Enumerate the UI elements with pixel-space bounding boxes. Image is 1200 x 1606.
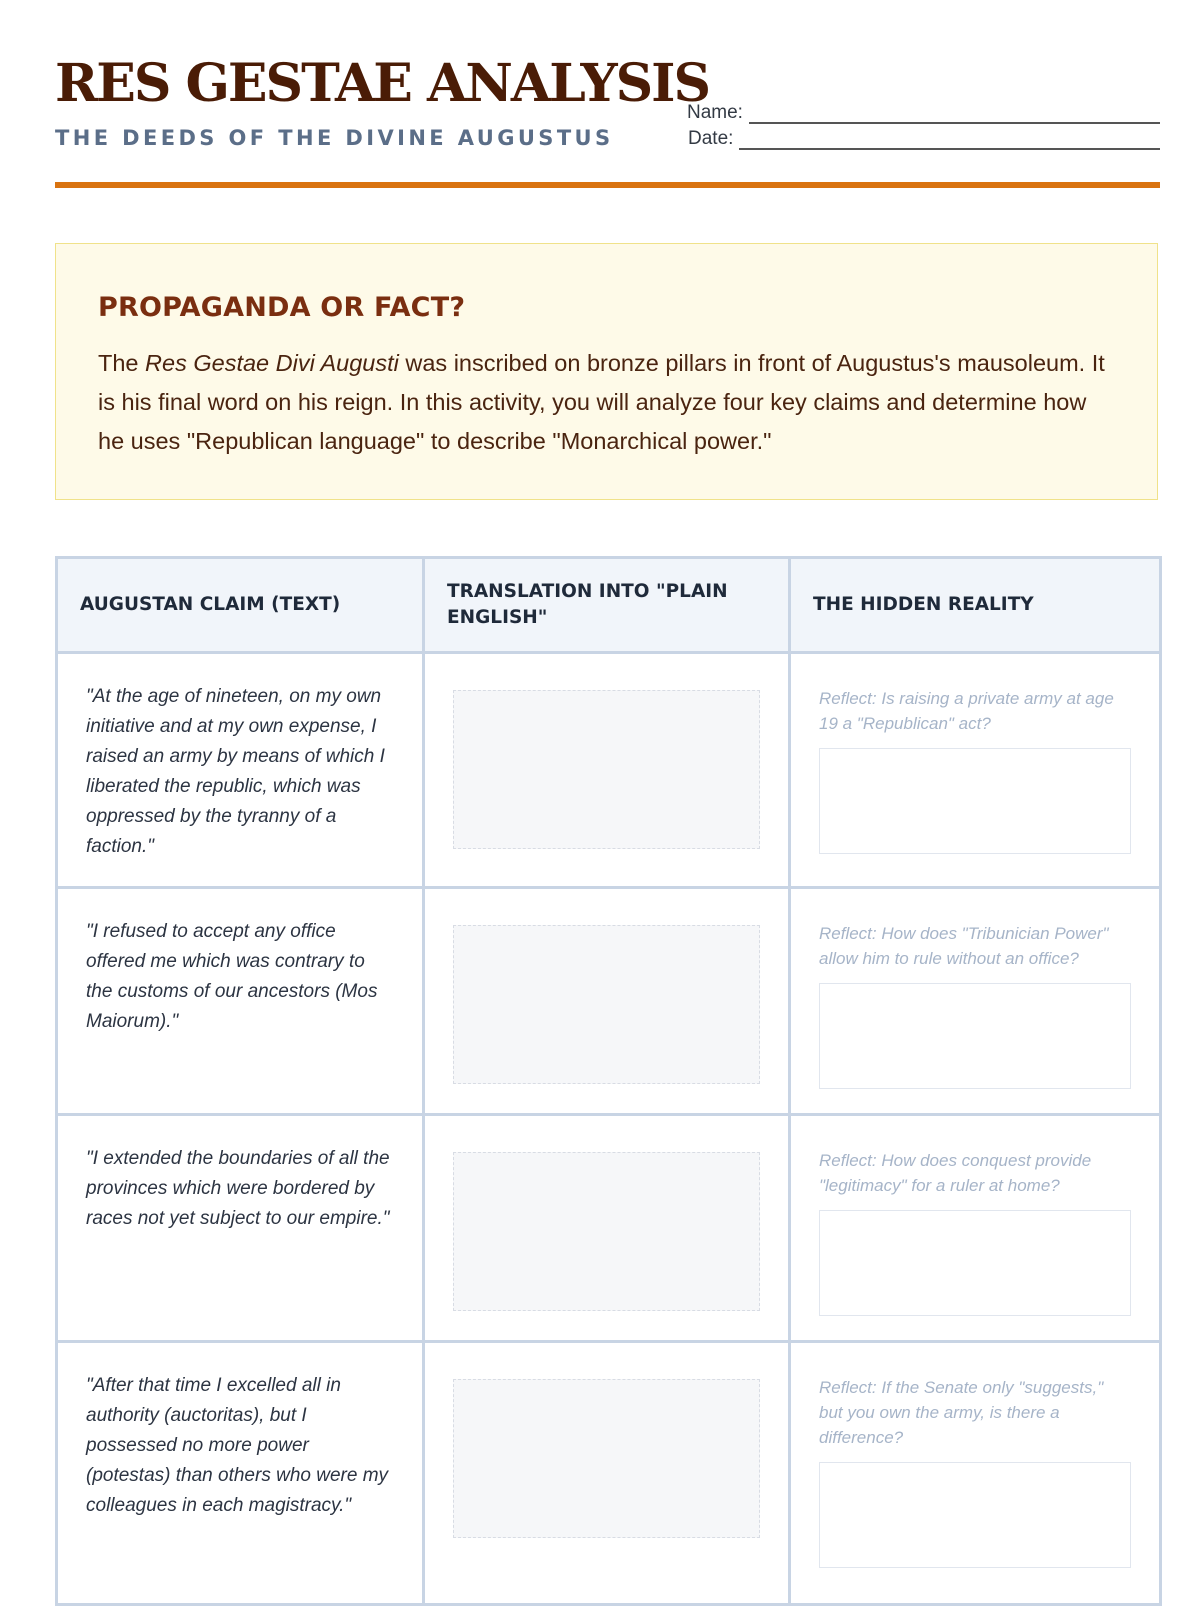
reflect-prompt: Reflect: How does conquest provide "legitimacy" for a ruler at home?	[819, 1151, 1092, 1195]
analysis-table	[55, 556, 1162, 1606]
page-title: RES GESTAE ANALYSIS	[55, 53, 710, 114]
worksheet-page	[55, 0, 1160, 1516]
claim-cell	[57, 1342, 424, 1605]
reality-cell	[790, 1342, 1161, 1605]
column-header-reality	[790, 558, 1161, 653]
intro-heading: PROPAGANDA OR FACT?	[98, 292, 466, 323]
claim-text: "After that time I excelled all in authority (auctoritas), but I possessed no more power (potestas) than others who were my colleagues in each magistracy."	[86, 1375, 389, 1516]
translation-answer-box[interactable]	[453, 925, 760, 1084]
translation-cell	[424, 888, 790, 1115]
name-line[interactable]	[749, 105, 1160, 124]
column-header-label: AUGUSTAN CLAIM (TEXT)	[80, 594, 341, 615]
intro-text-before: The	[98, 350, 146, 376]
table-header-row	[57, 558, 1161, 653]
intro-text	[98, 344, 1108, 461]
header	[55, 0, 1160, 190]
translation-cell	[424, 653, 790, 888]
reality-answer-box[interactable]	[819, 983, 1131, 1089]
intro-box	[55, 243, 1158, 500]
reality-cell	[790, 653, 1161, 888]
reflect-prompt: Reflect: How does "Tribunician Power" allow him to rule without an office?	[819, 924, 1109, 968]
intro-text-italic: Res Gestae Divi Augusti	[145, 350, 399, 376]
reality-answer-box[interactable]	[819, 1210, 1131, 1316]
date-field[interactable]	[688, 128, 1160, 150]
name-label: Name:	[687, 102, 743, 123]
translation-answer-box[interactable]	[453, 1379, 760, 1538]
column-header-label: THE HIDDEN REALITY	[813, 594, 1034, 615]
claim-text: "I extended the boundaries of all the provinces which were bordered by races not yet subject to our empire."	[86, 1148, 390, 1229]
reality-answer-box[interactable]	[819, 1462, 1131, 1568]
claim-cell	[57, 888, 424, 1115]
name-field[interactable]	[687, 102, 1160, 124]
translation-cell	[424, 1115, 790, 1342]
claim-cell	[57, 653, 424, 888]
table-row	[57, 653, 1161, 888]
analysis-table-wrap	[55, 556, 1159, 1606]
table-row	[57, 1342, 1161, 1605]
date-label: Date:	[688, 128, 734, 149]
date-line[interactable]	[739, 131, 1160, 150]
table-row	[57, 888, 1161, 1115]
reality-answer-box[interactable]	[819, 748, 1131, 854]
column-header-claim	[57, 558, 424, 653]
claim-cell	[57, 1115, 424, 1342]
claim-text: "At the age of nineteen, on my own initiative and at my own expense, I raised an army by means of which I liberated the republic, which was oppressed by the tyranny of a faction."	[86, 686, 385, 857]
translation-answer-box[interactable]	[453, 690, 760, 849]
reality-cell	[790, 1115, 1161, 1342]
reality-cell	[790, 888, 1161, 1115]
reflect-prompt: Reflect: Is raising a private army at age 19 a "Republican" act?	[819, 689, 1114, 733]
translation-cell	[424, 1342, 790, 1605]
page-subtitle: THE DEEDS OF THE DIVINE AUGUSTUS	[55, 126, 614, 150]
intro-text-after: was inscribed on bronze pillars in front of Augustus's mausoleum. It is his final word on his reign. In this activity, you will analyze four key claims and determine how he uses "Republican language" to describe "Monarchical power."	[98, 350, 1105, 454]
claim-text: "I refused to accept any office offered me which was contrary to the customs of our ancestors (Mos Maiorum)."	[86, 921, 378, 1032]
reflect-prompt: Reflect: If the Senate only "suggests," but you own the army, is there a difference?	[819, 1378, 1104, 1447]
column-header-translation	[424, 558, 790, 653]
table-row	[57, 1115, 1161, 1342]
translation-answer-box[interactable]	[453, 1152, 760, 1311]
column-header-label: TRANSLATION INTO "PLAIN ENGLISH"	[447, 581, 728, 628]
header-divider	[55, 182, 1160, 188]
